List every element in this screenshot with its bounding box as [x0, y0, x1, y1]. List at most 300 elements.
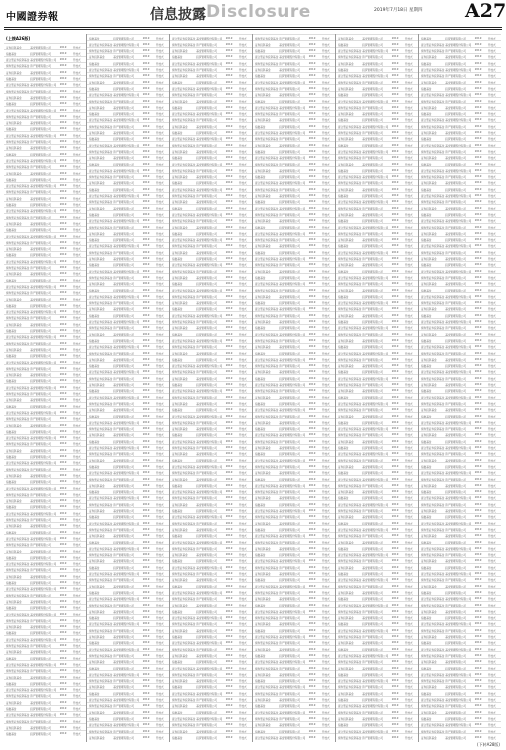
table-cell: 2019 — [59, 316, 67, 320]
table-cell: 2019 — [59, 379, 67, 383]
table-cell: 指数基金 — [89, 566, 100, 570]
table-cell: 证券投资基金 — [172, 428, 188, 432]
table-cell: 2019 — [142, 225, 150, 229]
table-cell: 证券投资基金 — [255, 648, 271, 652]
table-cell: 资产管理有限公司 — [362, 333, 383, 337]
table-cell: 开放式 — [155, 484, 164, 488]
table-cell: 资产管理有限公司 — [30, 594, 51, 598]
table-cell: 2019 — [474, 464, 482, 468]
table-row — [87, 620, 169, 627]
table-row — [336, 129, 418, 136]
table-cell: 证券投资基金 — [6, 701, 22, 705]
table-row — [419, 588, 501, 595]
table-cell: 资产管理有限公司 — [113, 453, 134, 457]
table-row — [4, 125, 86, 132]
table-cell: 开放式 — [155, 50, 164, 54]
table-cell: 开放式 — [321, 547, 330, 551]
table-cell: 开放式 — [155, 566, 164, 570]
table-cell: 基金管理股份有限公司 — [362, 654, 389, 658]
table-cell: 开放式 — [72, 600, 81, 604]
table-row — [253, 570, 335, 577]
table-row — [170, 607, 252, 614]
table-cell: 证券投资基金 — [172, 579, 188, 583]
table-cell: 混合型证券投资基金 — [6, 361, 30, 365]
table-cell: 2019 — [225, 496, 233, 500]
table-cell: 债券型证券投资基金 — [338, 610, 362, 614]
table-cell: 开放式 — [155, 579, 164, 583]
table-cell: 2019 — [142, 691, 150, 695]
table-cell: 混合型证券投资基金 — [172, 289, 196, 293]
table-row — [419, 273, 501, 280]
table-cell: 债券型证券投资基金 — [421, 75, 445, 79]
table-cell: 开放式 — [72, 588, 81, 592]
table-cell: 资产管理有限公司 — [445, 654, 466, 658]
table-cell: 2019 — [225, 68, 233, 72]
table-cell: 混合型证券投资基金 — [255, 56, 279, 60]
table-cell: 开放式 — [404, 125, 413, 129]
table-cell: 混合型证券投资基金 — [421, 245, 445, 249]
table-cell: 开放式 — [238, 144, 247, 148]
table-cell: 混合型证券投资基金 — [255, 636, 279, 640]
table-row — [253, 40, 335, 47]
table-row — [253, 374, 335, 381]
table-cell: 投资管理有限公司 — [279, 478, 300, 482]
table-row — [253, 286, 335, 293]
table-cell: 2019 — [474, 710, 482, 714]
table-row — [87, 393, 169, 400]
table-cell: 开放式 — [72, 487, 81, 491]
table-cell: 基金管理有限公司 — [113, 661, 134, 665]
table-cell: 基金管理有限公司 — [279, 472, 300, 476]
table-cell: 资产管理有限公司 — [113, 352, 134, 356]
table-row — [253, 84, 335, 91]
table-cell: 资产管理有限公司 — [196, 69, 217, 73]
table-cell: 证券投资基金 — [421, 661, 437, 665]
table-cell: 投资管理有限公司 — [196, 434, 217, 438]
table-cell: 2019 — [225, 269, 233, 273]
table-cell: 投资管理有限公司 — [445, 642, 466, 646]
table-row — [87, 494, 169, 501]
table-row — [419, 670, 501, 677]
table-row — [87, 154, 169, 161]
table-cell: 2019 — [308, 338, 316, 342]
table-cell: 开放式 — [72, 46, 81, 50]
table-cell: 证券投资基金 — [338, 87, 354, 91]
table-cell: 2019 — [308, 143, 316, 147]
table-cell: 开放式 — [487, 213, 496, 217]
table-cell: 2019 — [142, 156, 150, 160]
table-cell: 基金管理有限公司 — [196, 402, 217, 406]
table-cell: 指数基金 — [255, 226, 266, 230]
table-cell: 2019 — [391, 679, 399, 683]
table-cell: 债券型证券投资基金 — [255, 667, 279, 671]
table-cell: 证券投资基金 — [255, 472, 271, 476]
table-cell: 开放式 — [238, 636, 247, 640]
table-cell: 2019 — [225, 464, 233, 468]
table-cell: 2019 — [142, 515, 150, 519]
table-cell: 混合型证券投资基金 — [255, 484, 279, 488]
table-cell: 资产管理有限公司 — [30, 544, 51, 548]
table-cell: 投资管理有限公司 — [279, 276, 300, 280]
table-cell: 开放式 — [238, 478, 247, 482]
table-cell: 开放式 — [238, 50, 247, 54]
table-row — [419, 78, 501, 85]
table-cell: 开放式 — [155, 384, 164, 388]
table-cell: 2019 — [59, 303, 67, 307]
table-cell: 开放式 — [72, 178, 81, 182]
table-row — [419, 34, 501, 41]
table-cell: 2019 — [474, 521, 482, 525]
table-row — [87, 626, 169, 633]
table-cell: 开放式 — [155, 724, 164, 728]
table-cell: 证券投资基金 — [89, 585, 105, 589]
table-cell: 2019 — [391, 326, 399, 330]
table-cell: 2019 — [308, 401, 316, 405]
table-row — [87, 633, 169, 640]
table-row — [419, 267, 501, 274]
table-cell: 2019 — [391, 275, 399, 279]
table-cell: 债券型证券投资基金 — [421, 276, 445, 280]
table-cell: 证券投资基金 — [89, 484, 105, 488]
table-row — [170, 343, 252, 350]
table-row — [170, 97, 252, 104]
table-cell: 基金管理有限公司 — [445, 711, 466, 715]
table-row — [253, 645, 335, 652]
table-cell: 2019 — [391, 112, 399, 116]
table-cell: 基金管理有限公司 — [445, 358, 466, 362]
table-row — [419, 160, 501, 167]
table-column — [4, 34, 87, 742]
table-row — [87, 229, 169, 236]
table-row — [87, 324, 169, 331]
table-cell: 基金管理股份有限公司 — [30, 689, 57, 693]
table-cell: 开放式 — [487, 516, 496, 520]
table-cell: 债券型证券投资基金 — [6, 443, 30, 447]
table-row — [170, 267, 252, 274]
table-cell: 2019 — [308, 194, 316, 198]
table-cell: 开放式 — [238, 365, 247, 369]
table-row — [4, 679, 86, 686]
table-cell: 开放式 — [155, 138, 164, 142]
table-cell: 证券投资基金 — [172, 705, 188, 709]
table-cell: 开放式 — [72, 594, 81, 598]
table-cell: 2019 — [59, 536, 67, 540]
table-cell: 2019 — [474, 68, 482, 72]
table-cell: 债券型证券投资基金 — [421, 503, 445, 507]
table-row — [336, 696, 418, 703]
table-cell: 基金管理有限公司 — [362, 516, 383, 520]
table-cell: 2019 — [391, 433, 399, 437]
table-cell: 2019 — [391, 628, 399, 632]
table-cell: 混合型证券投资基金 — [255, 333, 279, 337]
table-row — [4, 49, 86, 56]
table-cell: 2019 — [142, 698, 150, 702]
table-cell: 开放式 — [238, 541, 247, 545]
table-cell: 开放式 — [238, 421, 247, 425]
table-cell: 开放式 — [238, 352, 247, 356]
table-cell: 证券投资基金 — [172, 125, 188, 129]
table-row — [87, 475, 169, 482]
table-cell: 指数基金 — [6, 733, 17, 737]
table-cell: 2019 — [308, 206, 316, 210]
table-row — [87, 122, 169, 129]
table-cell: 2019 — [308, 357, 316, 361]
table-cell: 混合型证券投资基金 — [172, 591, 196, 595]
table-row — [253, 267, 335, 274]
table-cell: 2019 — [391, 609, 399, 613]
table-row — [253, 664, 335, 671]
table-cell: 2019 — [391, 118, 399, 122]
table-cell: 债券型证券投资基金 — [255, 440, 279, 444]
table-cell: 基金管理股份有限公司 — [445, 699, 472, 703]
table-cell: 基金管理有限公司 — [279, 447, 300, 451]
table-cell: 2019 — [225, 540, 233, 544]
table-cell: 2019 — [474, 446, 482, 450]
table-row — [336, 607, 418, 614]
table-cell: 基金管理有限公司 — [279, 623, 300, 627]
table-row — [170, 538, 252, 545]
table-cell: 投资管理有限公司 — [445, 264, 466, 268]
table-cell: 2019 — [59, 656, 67, 660]
table-cell: 指数基金 — [338, 94, 349, 98]
table-row — [253, 702, 335, 709]
table-cell: 2019 — [142, 80, 150, 84]
table-cell: 基金管理有限公司 — [113, 535, 134, 539]
table-cell: 开放式 — [155, 610, 164, 614]
table-cell: 开放式 — [155, 169, 164, 173]
table-cell: 资产管理有限公司 — [445, 604, 466, 608]
table-cell: 2019 — [225, 80, 233, 84]
table-cell: 债券型证券投资基金 — [89, 478, 113, 482]
table-cell: 指数基金 — [421, 163, 432, 167]
table-cell: 2019 — [474, 250, 482, 254]
table-cell: 混合型证券投资基金 — [6, 235, 30, 239]
table-cell: 开放式 — [487, 705, 496, 709]
table-cell: 债券型证券投资基金 — [421, 327, 445, 331]
table-cell: 投资管理有限公司 — [279, 554, 300, 558]
table-cell: 2019 — [474, 175, 482, 179]
table-cell: 证券投资基金 — [89, 736, 105, 740]
table-cell: 混合型证券投资基金 — [89, 421, 113, 425]
table-cell: 债券型证券投资基金 — [172, 144, 196, 148]
table-cell: 2019 — [391, 616, 399, 620]
table-cell: 基金管理有限公司 — [362, 440, 383, 444]
table-cell: 指数基金 — [6, 657, 17, 661]
table-cell: 指数基金 — [6, 330, 17, 334]
table-row — [170, 696, 252, 703]
table-cell: 债券型证券投资基金 — [421, 705, 445, 709]
table-cell: 开放式 — [404, 106, 413, 110]
table-row — [253, 406, 335, 413]
table-cell: 指数基金 — [421, 289, 432, 293]
table-cell: 2019 — [59, 184, 67, 188]
table-cell: 开放式 — [155, 339, 164, 343]
table-row — [170, 368, 252, 375]
table-cell: 资产管理有限公司 — [30, 367, 51, 371]
table-cell: 指数基金 — [421, 566, 432, 570]
table-row — [253, 166, 335, 173]
table-cell: 混合型证券投资基金 — [338, 125, 362, 129]
table-cell: 开放式 — [404, 547, 413, 551]
table-cell: 开放式 — [404, 69, 413, 73]
table-cell: 2019 — [225, 307, 233, 311]
table-cell: 2019 — [142, 723, 150, 727]
table-cell: 2019 — [474, 74, 482, 78]
table-cell: 债券型证券投资基金 — [89, 327, 113, 331]
table-cell: 资产管理有限公司 — [362, 106, 383, 110]
table-cell: 2019 — [308, 603, 316, 607]
table-row — [336, 651, 418, 658]
table-cell: 基金管理股份有限公司 — [445, 94, 472, 98]
table-cell: 开放式 — [321, 220, 330, 224]
table-cell: 开放式 — [238, 459, 247, 463]
table-cell: 基金管理股份有限公司 — [30, 159, 57, 163]
table-cell: 2019 — [225, 162, 233, 166]
table-cell: 投资管理有限公司 — [113, 188, 134, 192]
table-cell: 2019 — [308, 622, 316, 626]
table-cell: 2019 — [59, 209, 67, 213]
table-cell: 开放式 — [404, 623, 413, 627]
table-cell: 开放式 — [404, 270, 413, 274]
table-cell: 开放式 — [155, 220, 164, 224]
table-cell: 投资管理有限公司 — [362, 699, 383, 703]
table-cell: 2019 — [474, 691, 482, 695]
table-cell: 开放式 — [72, 449, 81, 453]
table-row — [253, 469, 335, 476]
table-cell: 债券型证券投资基金 — [255, 692, 279, 696]
table-cell: 证券投资基金 — [172, 226, 188, 230]
table-cell: 混合型证券投资基金 — [89, 573, 113, 577]
table-cell: 开放式 — [238, 409, 247, 413]
table-row — [87, 135, 169, 142]
table-cell: 2019 — [391, 320, 399, 324]
table-cell: 混合型证券投资基金 — [338, 654, 362, 658]
table-cell: 指数基金 — [255, 680, 266, 684]
table-cell: 开放式 — [321, 245, 330, 249]
table-cell: 开放式 — [238, 661, 247, 665]
table-cell: 2019 — [391, 370, 399, 374]
table-row — [336, 708, 418, 715]
table-row — [4, 182, 86, 189]
table-cell: 指数基金 — [255, 730, 266, 734]
table-row — [4, 131, 86, 138]
table-cell: 资产管理有限公司 — [445, 554, 466, 558]
table-cell: 开放式 — [404, 440, 413, 444]
table-cell: 证券投资基金 — [6, 96, 22, 100]
table-cell: 2019 — [59, 675, 67, 679]
table-cell: 2019 — [391, 238, 399, 242]
table-cell: 2019 — [142, 74, 150, 78]
table-row — [170, 406, 252, 413]
table-cell: 资产管理有限公司 — [196, 699, 217, 703]
table-cell: 开放式 — [487, 415, 496, 419]
table-cell: 2019 — [474, 565, 482, 569]
table-cell: 2019 — [474, 320, 482, 324]
table-cell: 开放式 — [238, 169, 247, 173]
table-cell: 2019 — [225, 225, 233, 229]
table-cell: 基金管理股份有限公司 — [279, 434, 306, 438]
table-cell: 开放式 — [487, 573, 496, 577]
table-cell: 投资管理有限公司 — [279, 251, 300, 255]
table-cell: 债券型证券投资基金 — [338, 510, 362, 514]
table-cell: 开放式 — [238, 730, 247, 734]
table-row — [170, 66, 252, 73]
table-row — [87, 343, 169, 350]
table-cell: 开放式 — [155, 560, 164, 564]
table-row — [336, 576, 418, 583]
table-cell: 基金管理有限公司 — [196, 251, 217, 255]
table-cell: 投资管理有限公司 — [362, 195, 383, 199]
table-cell: 混合型证券投资基金 — [255, 560, 279, 564]
table-cell: 基金管理有限公司 — [113, 459, 134, 463]
table-cell: 开放式 — [155, 528, 164, 532]
table-cell: 债券型证券投资基金 — [338, 333, 362, 337]
table-cell: 2019 — [391, 452, 399, 456]
table-cell: 2019 — [225, 641, 233, 645]
table-cell: 开放式 — [404, 510, 413, 514]
table-cell: 资产管理有限公司 — [445, 50, 466, 54]
table-cell: 资产管理有限公司 — [445, 579, 466, 583]
table-cell: 2019 — [308, 477, 316, 481]
table-row — [4, 352, 86, 359]
table-cell: 债券型证券投资基金 — [6, 367, 30, 371]
table-cell: 2019 — [142, 559, 150, 563]
table-row — [336, 324, 418, 331]
table-row — [87, 267, 169, 274]
table-cell: 资产管理有限公司 — [113, 75, 134, 79]
table-cell: 开放式 — [238, 396, 247, 400]
table-cell: 开放式 — [404, 352, 413, 356]
table-cell: 基金管理股份有限公司 — [279, 232, 306, 236]
table-cell: 指数基金 — [6, 78, 17, 82]
table-row — [4, 635, 86, 642]
table-cell: 2019 — [391, 68, 399, 72]
table-cell: 指数基金 — [421, 667, 432, 671]
table-cell: 开放式 — [487, 314, 496, 318]
table-cell: 开放式 — [72, 468, 81, 472]
table-cell: 2019 — [474, 502, 482, 506]
table-cell: 2019 — [308, 395, 316, 399]
table-cell: 2019 — [59, 310, 67, 314]
table-cell: 资产管理有限公司 — [30, 493, 51, 497]
table-cell: 基金管理股份有限公司 — [196, 591, 223, 595]
table-row — [4, 383, 86, 390]
table-cell: 基金管理股份有限公司 — [196, 390, 223, 394]
table-cell: 资产管理有限公司 — [30, 216, 51, 220]
table-cell: 资产管理有限公司 — [196, 598, 217, 602]
table-cell: 2019 — [391, 647, 399, 651]
table-cell: 开放式 — [321, 163, 330, 167]
table-cell: 2019 — [142, 704, 150, 708]
table-cell: 开放式 — [404, 396, 413, 400]
table-cell: 证券投资基金 — [421, 434, 437, 438]
table-cell: 资产管理有限公司 — [445, 528, 466, 532]
table-cell: 指数基金 — [255, 528, 266, 532]
table-cell: 开放式 — [404, 673, 413, 677]
table-cell: 基金管理有限公司 — [30, 701, 51, 705]
table-cell: 投资管理有限公司 — [279, 327, 300, 331]
table-cell: 资产管理有限公司 — [362, 510, 383, 514]
table-row — [253, 399, 335, 406]
table-cell: 指数基金 — [172, 459, 183, 463]
table-cell: 混合型证券投资基金 — [255, 182, 279, 186]
table-cell: 资产管理有限公司 — [196, 346, 217, 350]
table-cell: 开放式 — [238, 522, 247, 526]
table-cell: 开放式 — [72, 493, 81, 497]
table-row — [4, 484, 86, 491]
table-cell: 资产管理有限公司 — [445, 503, 466, 507]
table-cell: 2019 — [308, 616, 316, 620]
